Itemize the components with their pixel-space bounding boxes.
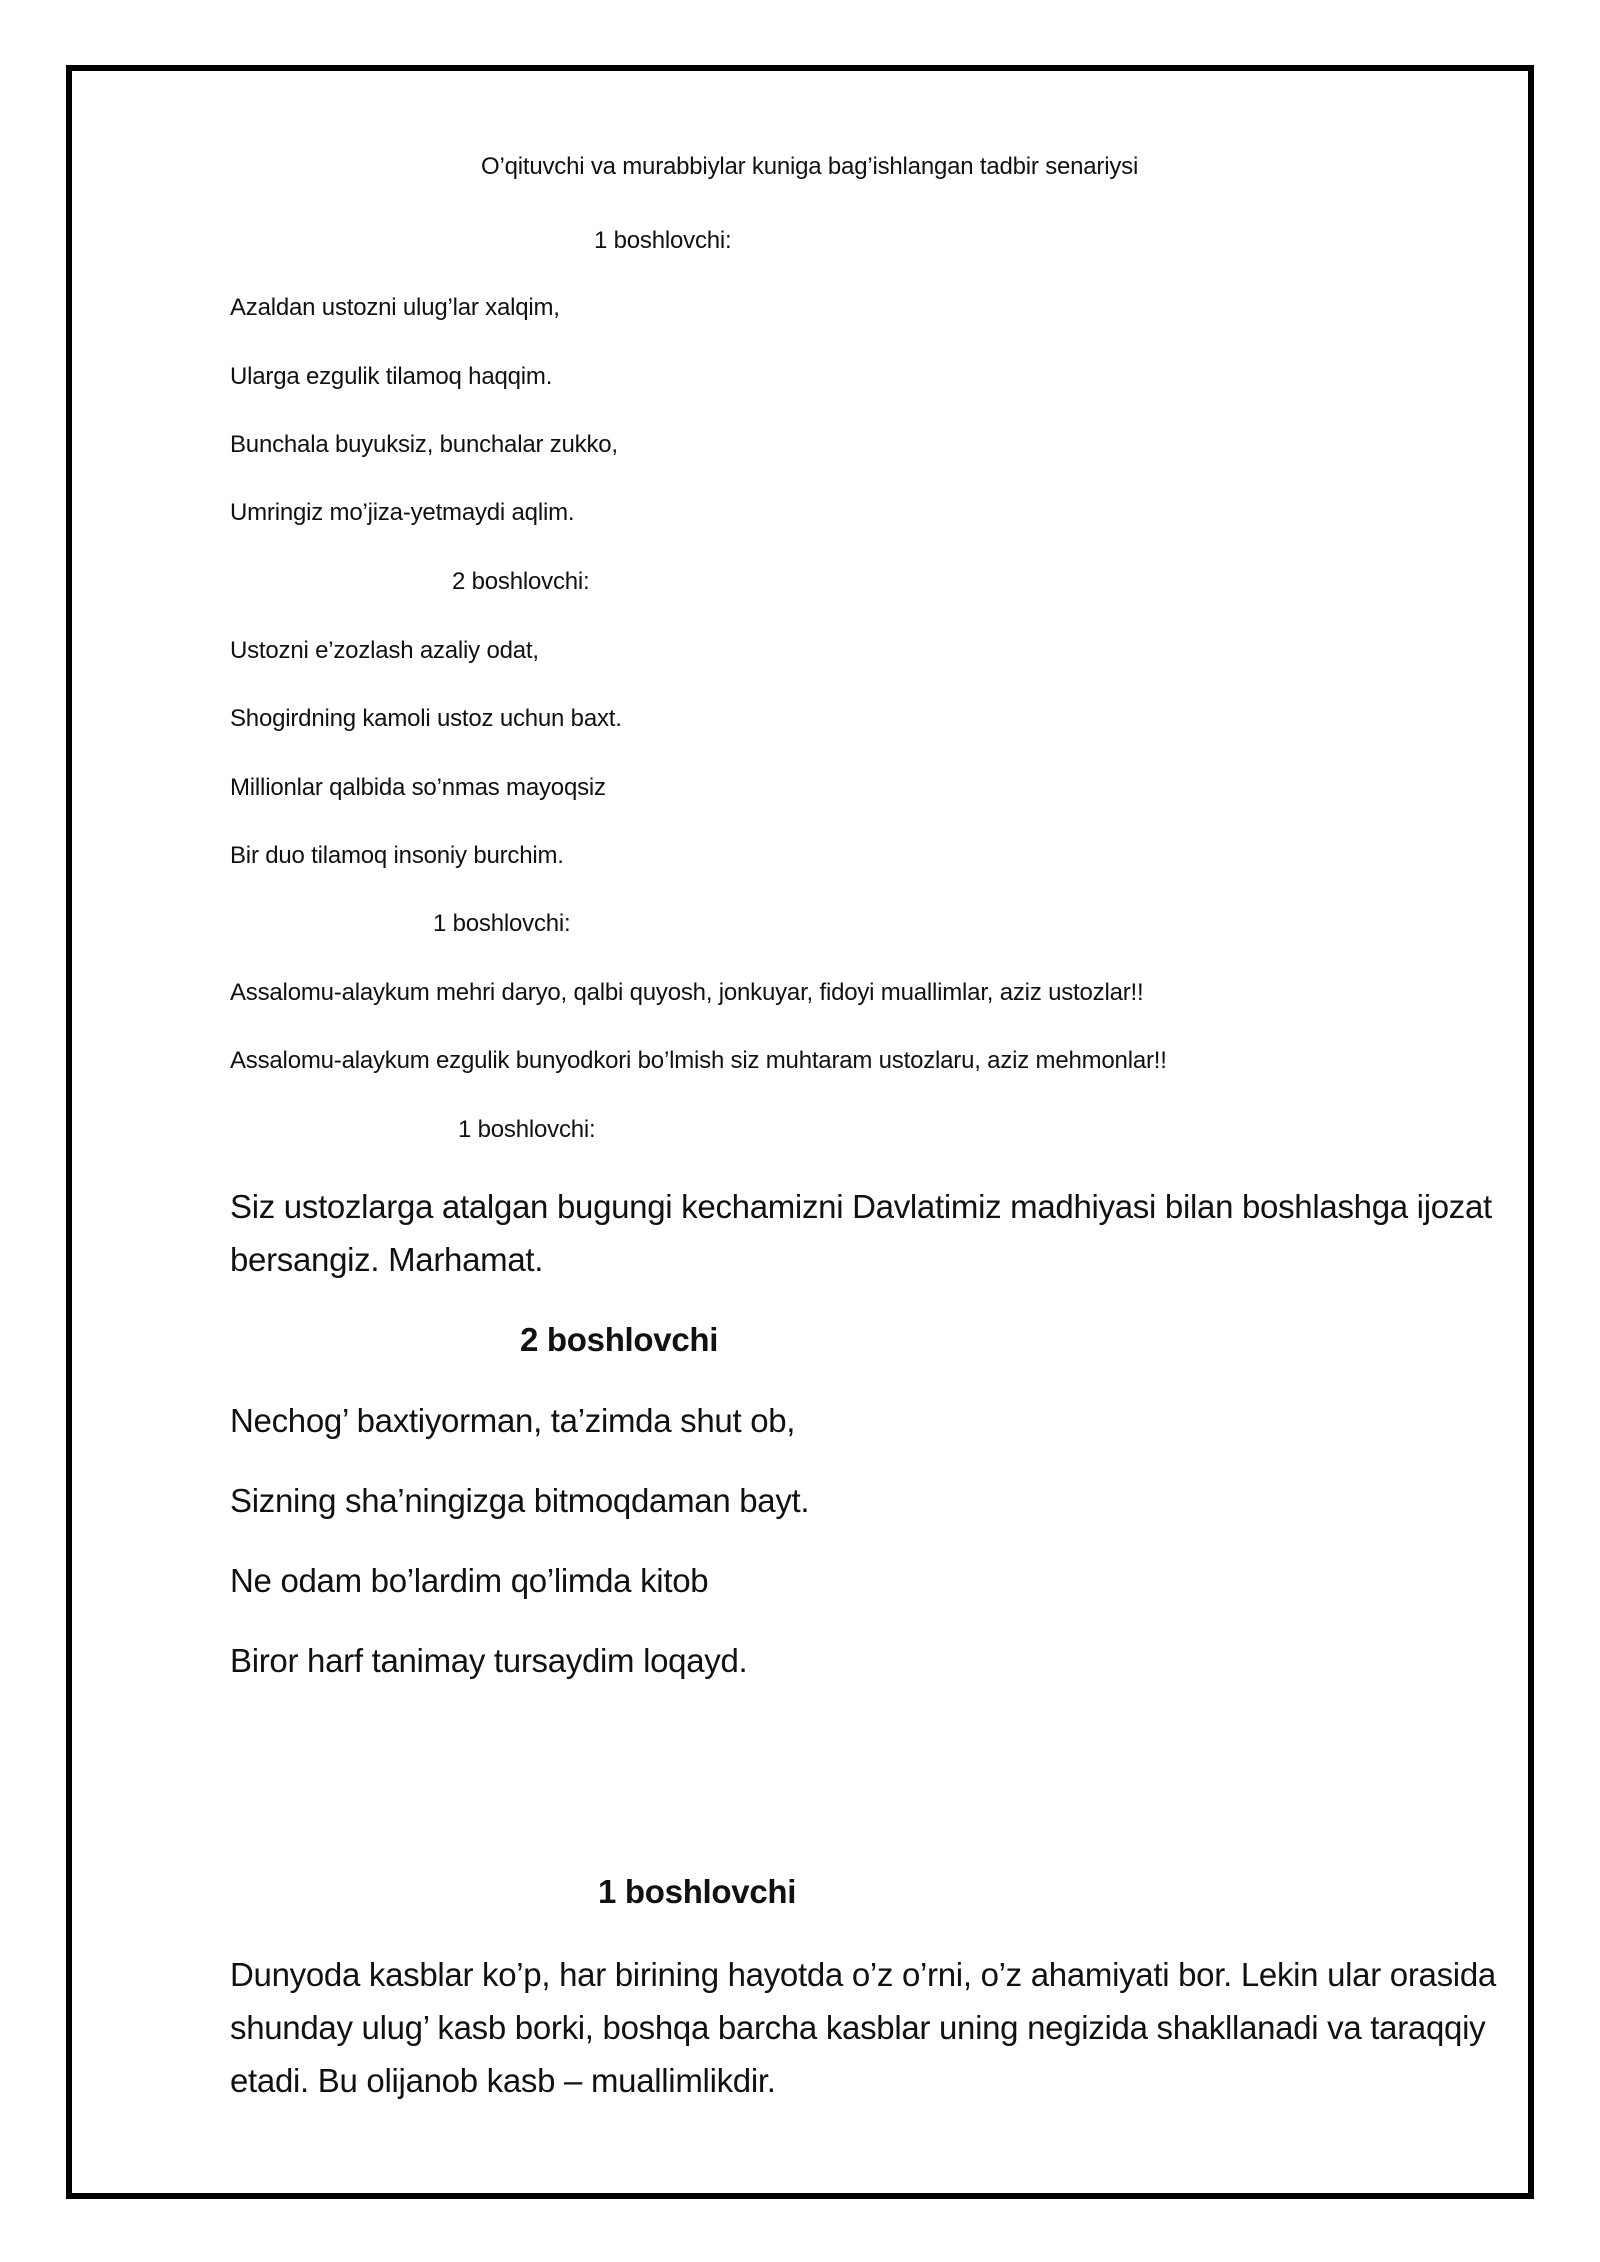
anthem-paragraph: Siz ustozlarga atalgan bugungi kechamizni Davlatimiz madhiyasi bilan boshlashga ijozat bersangiz. Marhamat. (230, 1188, 1492, 1278)
poem-line: Umringiz mo’jiza-yetmaydi aqlim. (230, 499, 575, 526)
poem-line: Azaldan ustozni ulug’lar xalqim, (230, 294, 560, 321)
greeting-line: Assalomu-alaykum ezgulik bunyodkori bo’lmish siz muhtaram ustozlaru, aziz mehmonlar!! (230, 1047, 1167, 1074)
speaker-label: 1 boshlovchi (598, 1873, 797, 1910)
poem-line: Biror harf tanimay tursaydim loqayd. (230, 1642, 748, 1679)
profession-paragraph: Dunyoda kasblar ko’p, har birining hayotda o’z o’rni, o’z ahamiyati bor. Lekin ular orasida shunday ulug’ kasb borki, boshqa barcha kasblar uning negizida shakllanadi va taraqqiy etadi. Bu olijanob kasb – muallimlikdir. (230, 1956, 1496, 2099)
poem-line: Shogirdning kamoli ustoz uchun baxt. (230, 705, 622, 732)
speaker-label: 1 boshlovchi: (433, 910, 571, 937)
poem-line: Bir duo tilamoq insoniy burchim. (230, 842, 564, 869)
poem-line: Bunchala buyuksiz, bunchalar zukko, (230, 431, 618, 458)
speaker-label: 2 boshlovchi (520, 1321, 719, 1358)
speaker-label: 1 boshlovchi: (458, 1116, 596, 1143)
document-title: O’qituvchi va murabbiylar kuniga bag’ishlangan tadbir senariysi (481, 153, 1139, 180)
poem-line: Millionlar qalbida so’nmas mayoqsiz (230, 774, 606, 801)
greeting-line: Assalomu-alaykum mehri daryo, qalbi quyosh, jonkuyar, fidoyi muallimlar, aziz ustozlar!! (230, 979, 1144, 1006)
poem-line: Nechog’ baxtiyorman, ta’zimda shut ob, (230, 1402, 796, 1439)
speaker-label: 1 boshlovchi: (594, 227, 732, 254)
poem-line: Sizning sha’ningizga bitmoqdaman bayt. (230, 1482, 810, 1519)
poem-line: Ne odam bo’lardim qo’limda kitob (230, 1562, 709, 1599)
poem-line: Ustozni e’zozlash azaliy odat, (230, 637, 539, 664)
poem-line: Ularga ezgulik tilamoq haqqim. (230, 363, 553, 390)
speaker-label: 2 boshlovchi: (452, 568, 590, 595)
